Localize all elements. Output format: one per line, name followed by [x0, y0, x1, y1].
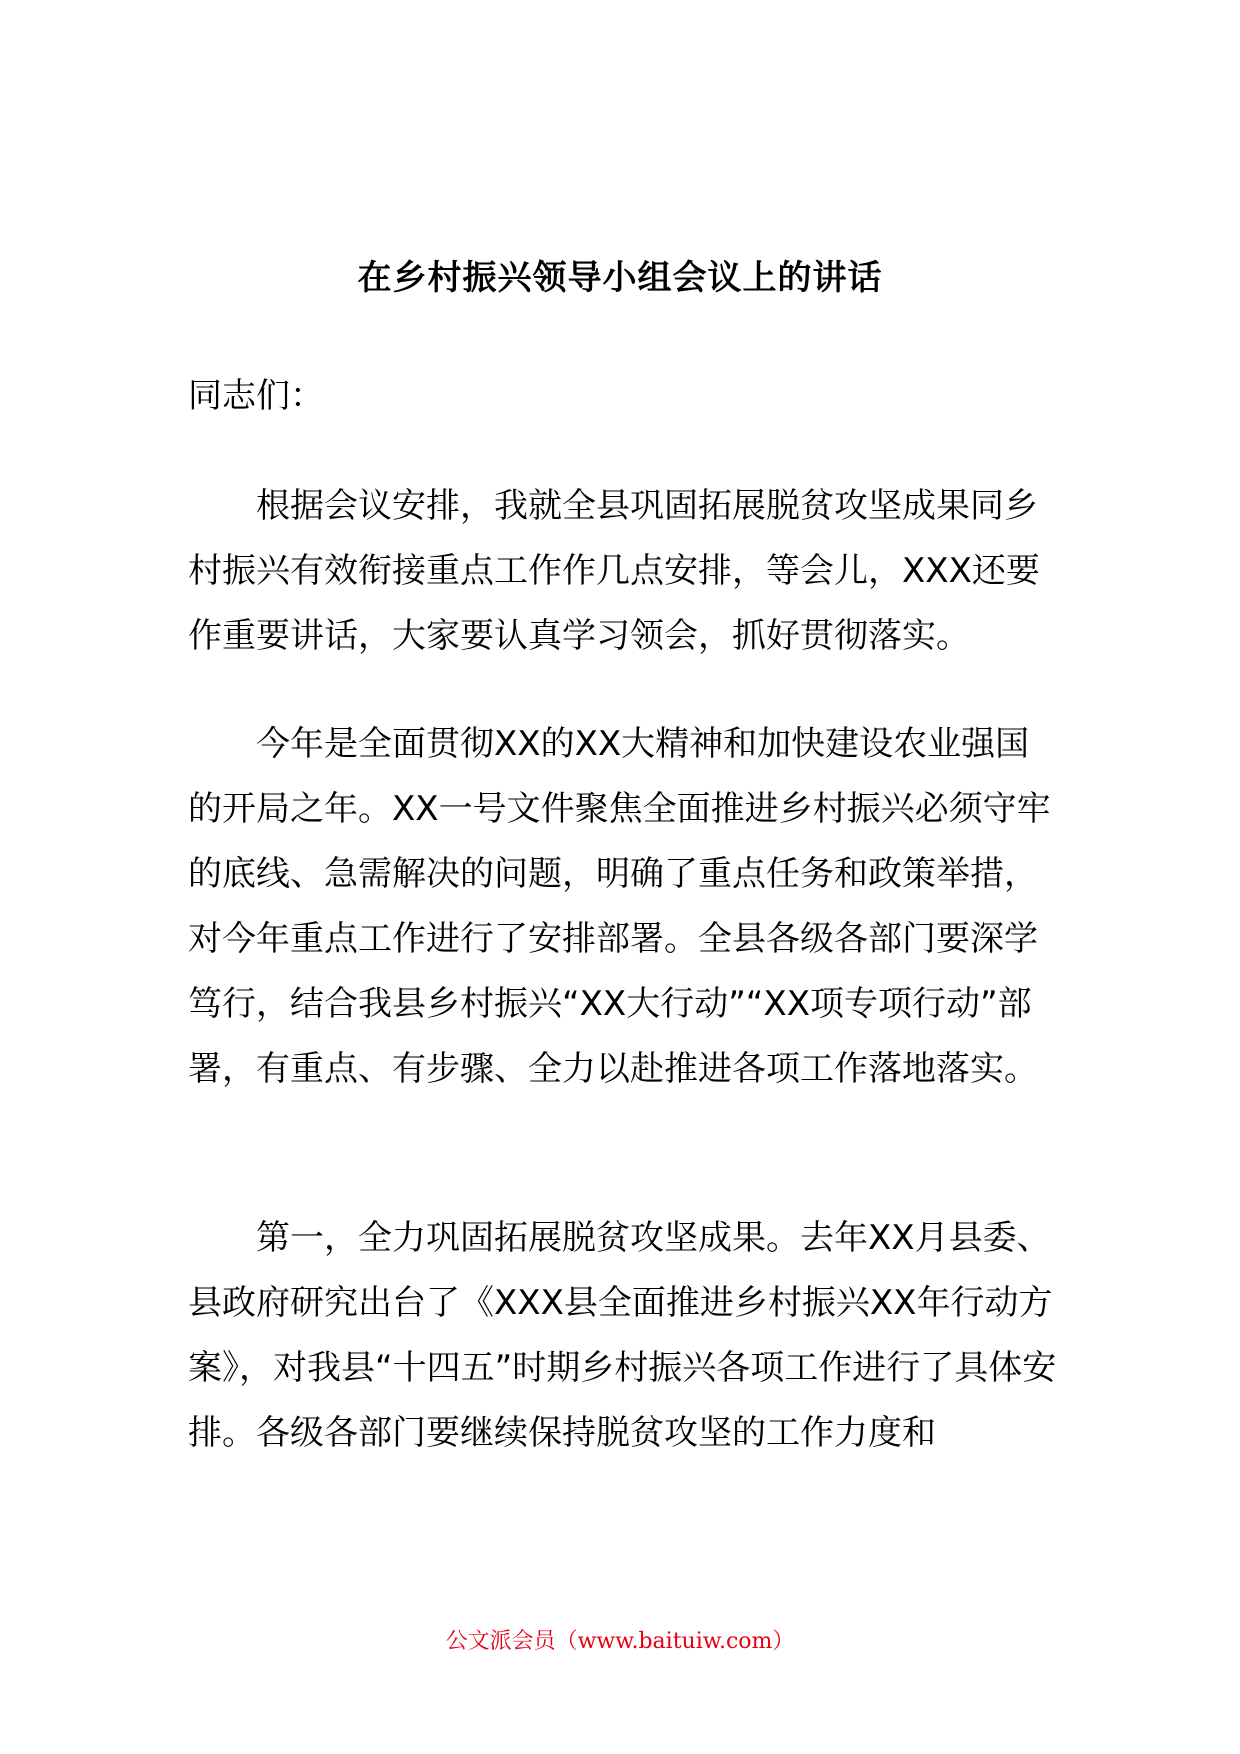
paragraph-3: 第一，全力巩固拓展脱贫攻坚成果。去年XX月县委、县政府研究出台了《XXX县全面推进乡村振兴XX年行动方案》，对我县“十四五”时期乡村振兴各项工作进行了具体安排。各级各部门要继续保持脱贫攻坚的工作力度和	[188, 1218, 1057, 1453]
salutation: 同志们：	[188, 376, 324, 416]
document-title: 在乡村振兴领导小组会议上的讲话	[357, 258, 883, 298]
paragraph-1: 根据会议安排，我就全县巩固拓展脱贫攻坚成果同乡村振兴有效衔接重点工作作几点安排，等会儿，XXX还要作重要讲话，大家要认真学习领会，抓好贯彻落实。	[188, 486, 1040, 656]
footer-watermark[interactable]: 公文派会员（www.baituiw.com）	[445, 1629, 795, 1654]
paragraph-2: 今年是全面贯彻XX的XX大精神和加快建设农业强国的开局之年。XX一号文件聚焦全面推进乡村振兴必须守牢的底线、急需解决的问题，明确了重点任务和政策举措，对今年重点工作进行了安排部署。全县各级各部门要深学笃行，结合我县乡村振兴“XX大行动”“XX项专项行动”部署，有重点、有步骤、全力以赴推进各项工作落地落实。	[188, 724, 1051, 1089]
